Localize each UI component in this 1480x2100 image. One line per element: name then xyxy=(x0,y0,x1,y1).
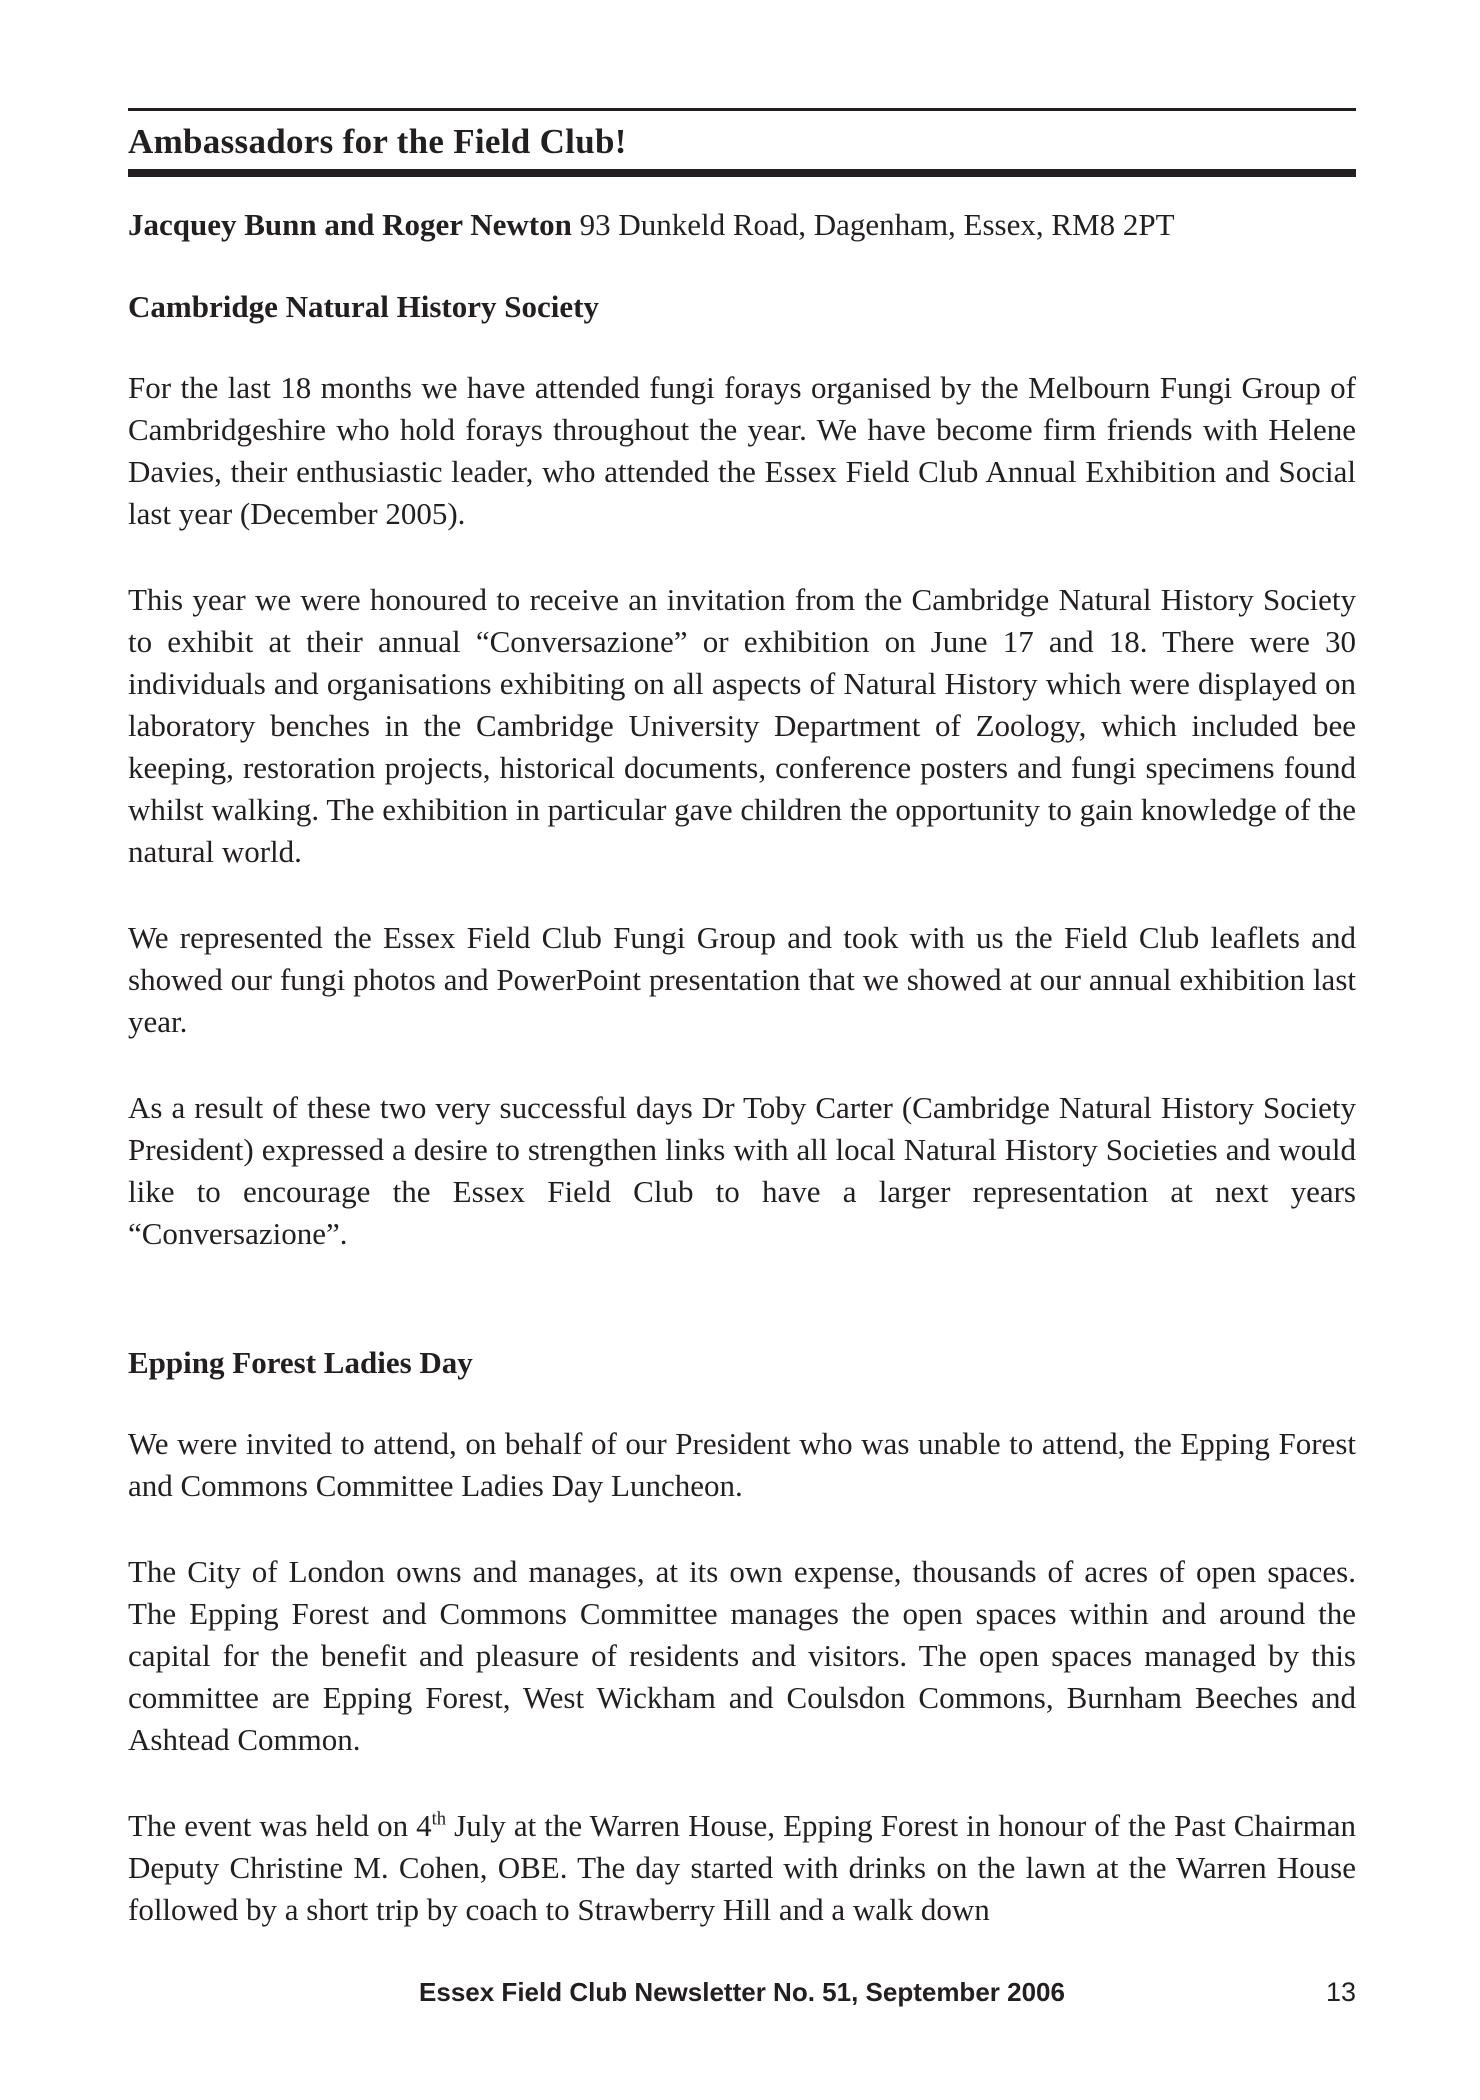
event-text-end: July at the Warren House, Epping Forest in honour of the Past Chairman Deputy Christine M. Cohen, OBE. The day started with drinks on the lawn at the Warren House followed by a short trip by coach to Strawberry Hill and a walk down xyxy=(128,1808,1356,1927)
paragraph: We represented the Essex Field Club Fungi Group and took with us the Field Club leaflets and showed our fungi photos and PowerPoint presentation that we showed at our annual exhibition last year. xyxy=(128,920,1356,1039)
paragraph: As a result of these two very successful days Dr Toby Carter (Cambridge Natural History Society President) expressed a desire to strengthen links with all local Natural History Societies and would like to encourage the Essex Field Club to have a larger representation at next years “Conversazione”. xyxy=(128,1090,1356,1251)
section-title-epping: Epping Forest Ladies Day xyxy=(128,1345,473,1380)
ordinal-suffix: th xyxy=(431,1808,447,1830)
page-number: 13 xyxy=(1325,1977,1356,2007)
paragraph: This year we were honoured to receive an invitation from the Cambridge Natural History Society to exhibit at their annual “Conversazione” or exhibition on June 17 and 18. There were 30 individuals and organisations exhibiting on all aspects of Natural History which were displayed on laboratory benches in the Cambridge University Department of Zoology, which included bee keeping, restoration projects, historical documents, conference posters and fungi specimens found whilst walking. The exhibition in particular gave children the opportunity to gain knowledge of the natural world. xyxy=(128,582,1356,869)
paragraph: For the last 18 months we have attended fungi forays organised by the Melbourn Fungi Group of Cambridgeshire who hold forays throughout the year. We have become firm friends with Helene Davies, their enthusiastic leader, who attended the Essex Field Club Annual Exhibition and Social last year (December 2005). xyxy=(128,370,1356,531)
event-text-start: The event was held on 4 xyxy=(128,1808,432,1843)
author-address: 93 Dunkeld Road, Dagenham, Essex, RM8 2PT xyxy=(571,207,1175,242)
paragraph: We were invited to attend, on behalf of our President who was unable to attend, the Epping Forest and Commons Committee Ladies Day Luncheon. xyxy=(128,1426,1356,1503)
section-title-cambridge: Cambridge Natural History Society xyxy=(128,289,599,324)
author-names: Jacquey Bunn and Roger Newton xyxy=(128,207,572,242)
newsletter-issue: Essex Field Club Newsletter No. 51, September 2006 xyxy=(419,1977,1065,2007)
page-footer xyxy=(128,1972,1356,2016)
article-title: Ambassadors for the Field Club! xyxy=(128,122,627,161)
author-line xyxy=(128,205,1356,245)
heading-bottom-rule xyxy=(128,169,1356,177)
paragraph-event xyxy=(128,1805,1356,1931)
paragraph: The City of London owns and manages, at its own expense, thousands of acres of open spaces. The Epping Forest and Commons Committee manages the open spaces within and around the capital for the benefit and pleasure of residents and visitors. The open spaces managed by this committee are Epping Forest, West Wickham and Coulsdon Commons, Burnham Beeches and Ashtead Common. xyxy=(128,1554,1356,1757)
newsletter-page xyxy=(128,108,1356,1931)
